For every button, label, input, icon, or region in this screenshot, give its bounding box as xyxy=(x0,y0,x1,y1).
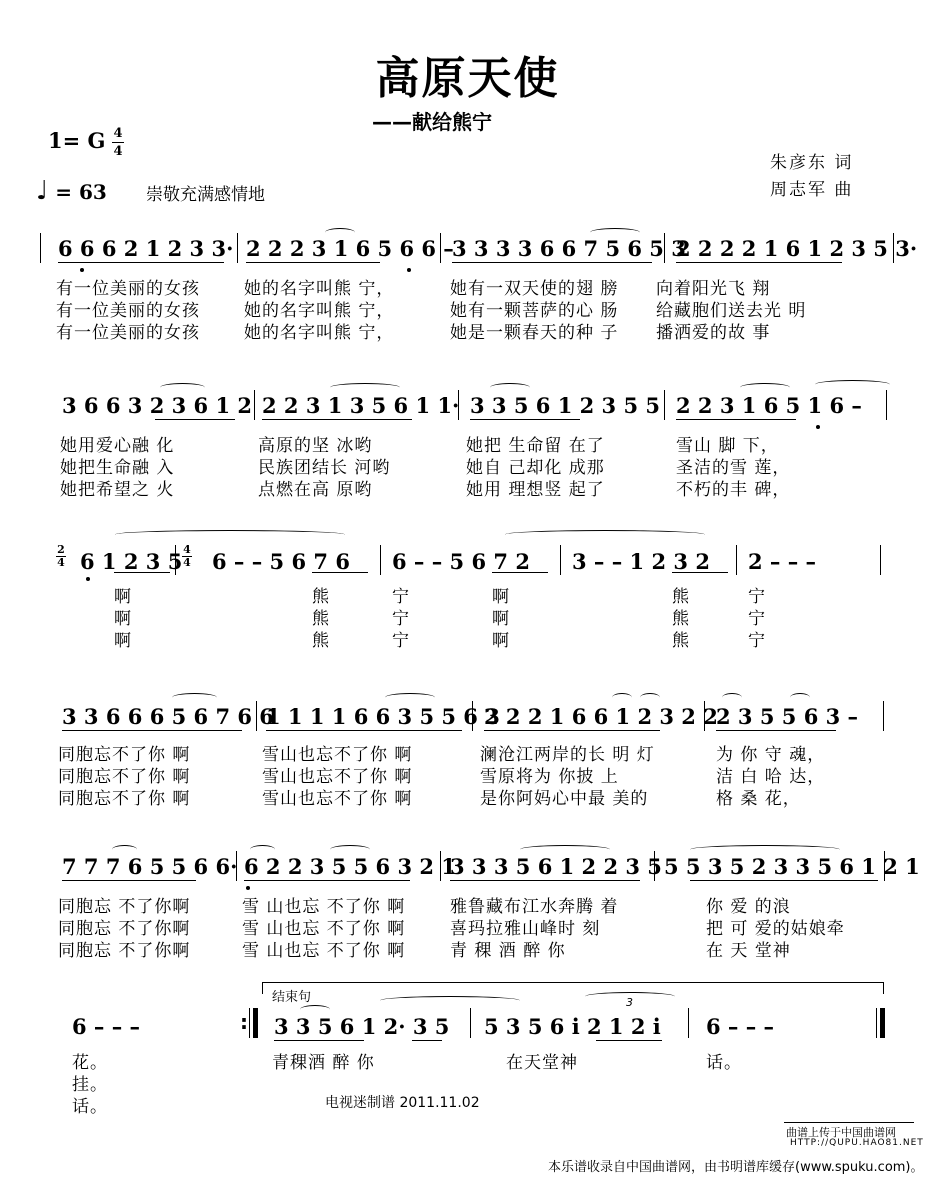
upload-notice: 曲谱上传于中国曲谱网 xyxy=(786,1126,896,1139)
lyric-2-v3-m2: 点燃在高 原哟 xyxy=(258,480,373,500)
measure-5-2: 6 2 2 3 5 5 6 3 2 1 xyxy=(244,854,456,879)
tempo-value: = 63 xyxy=(55,180,107,204)
lyric-3-v1-n2: 宁 xyxy=(748,587,766,607)
lyric-4-v1-m3: 澜沧江两岸的长 明 灯 xyxy=(480,745,655,765)
lyric-2-v2-m2: 民族团结长 河哟 xyxy=(258,458,391,478)
ending-label: 结束句 xyxy=(272,990,312,1005)
measure-3-2: 6 – – 5 6 7 6 xyxy=(212,549,350,574)
lyric-6-v1-m4: 话。 xyxy=(706,1053,742,1073)
lyric-4-v3-m3: 是你阿妈心中最 美的 xyxy=(480,789,649,809)
lyric-3-v3-x2: 熊 xyxy=(672,631,690,651)
measure-6-3: 5 3 5 6 i 2 1 2 i xyxy=(484,1014,661,1039)
lyric-4-v1-m2: 雪山也忘不了你 啊 xyxy=(262,745,413,765)
lyric-5-v3-m2: 雪 山也忘 不了你 啊 xyxy=(242,941,406,961)
expression-marking: 崇敬充满感情地 xyxy=(146,185,265,205)
lyric-5-v1-m1: 同胞忘 不了你啊 xyxy=(58,897,191,917)
lyric-1-v1-m4: 向着阳光飞 翔 xyxy=(656,279,771,299)
lyric-6-v1-m1: 花。 xyxy=(72,1053,108,1073)
lyric-6-v2-m1: 挂。 xyxy=(72,1075,108,1095)
measure-2-4: 2 2 3 1 6 5 1 6 – xyxy=(676,393,862,418)
measure-6-1: 6 – – – xyxy=(72,1014,141,1039)
quarter-note-icon: ♩ xyxy=(36,176,49,206)
measure-2-3: 3 3 5 6 1 2 3 5 5 xyxy=(470,393,660,418)
lyric-4-v2-m4: 洁 白 哈 达， xyxy=(716,767,826,787)
composer-credit: 周志军 曲 xyxy=(770,180,854,200)
repeat-sign: : xyxy=(240,1010,248,1034)
lyric-3-v3-n2: 宁 xyxy=(748,631,766,651)
lyric-5-v3-m4: 在 天 堂神 xyxy=(706,941,791,961)
time-signature xyxy=(112,126,124,159)
lyric-4-v2-m2: 雪山也忘不了你 啊 xyxy=(262,767,413,787)
lyric-1-v1-m3: 她有一双天使的翅 膀 xyxy=(450,279,619,299)
lyric-5-v2-m3: 喜玛拉雅山峰时 刻 xyxy=(450,919,601,939)
lyric-1-v2-m4: 给藏胞们送去光 明 xyxy=(656,301,807,321)
lyric-2-v3-m4: 不朽的丰 碑， xyxy=(676,480,791,500)
lyric-3-v1-a2: 啊 xyxy=(492,587,510,607)
time-signature-bottom: 4 xyxy=(113,144,123,159)
lyric-2-v1-m2: 高原的坚 冰哟 xyxy=(258,436,373,456)
measure-3-4: 3 – – 1 2 3 2 xyxy=(572,549,710,574)
lyric-4-v2-m1: 同胞忘不了你 啊 xyxy=(58,767,191,787)
lyric-4-v1-m1: 同胞忘不了你 啊 xyxy=(58,745,191,765)
source-notice: 本乐谱收录自中国曲谱网，由书明谱库缓存(www.spuku.com)。 xyxy=(548,1160,924,1175)
measure-3-3: 6 – – 5 6 7 2 xyxy=(392,549,530,574)
lyric-2-v2-m3: 她自 己却化 成那 xyxy=(466,458,605,478)
lyric-2-v2-m1: 她把生命融 入 xyxy=(60,458,175,478)
time-4-4-bottom: 4 xyxy=(183,556,191,569)
measure-4-2: 1 1 1 1 6 6 3 5 5 6 3 xyxy=(266,704,500,729)
lyric-2-v1-m3: 她把 生命留 在了 xyxy=(466,436,605,456)
measure-4-1: 3 3 6 6 6 5 6 7 6 6 xyxy=(62,704,274,729)
measure-4-3: 2 2 2 1 6 6 1 2 3 2 2 xyxy=(484,704,718,729)
lyric-3-v2-x1: 熊 xyxy=(312,609,330,629)
lyric-3-v3-n1: 宁 xyxy=(392,631,410,651)
lyric-5-v2-m2: 雪 山也忘 不了你 啊 xyxy=(242,919,406,939)
song-subtitle: ——献给熊宁 xyxy=(372,110,492,134)
triplet-mark: 3 xyxy=(626,996,633,1009)
measure-2-1: 3 6 6 3 2 3 6 1 2 xyxy=(62,393,252,418)
lyric-5-v1-m3: 雅鲁藏布江水奔腾 着 xyxy=(450,897,619,917)
lyric-1-v1-m1: 有一位美丽的女孩 xyxy=(56,279,200,299)
lyric-4-v3-m2: 雪山也忘不了你 啊 xyxy=(262,789,413,809)
lyric-4-v2-m3: 雪原将为 你披 上 xyxy=(480,767,619,787)
measure-5-1: 7 7 7 6 5 5 6 6· xyxy=(62,854,238,879)
lyric-1-v2-m2: 她的名字叫熊 宁， xyxy=(244,301,395,321)
lyric-3-v1-x1: 熊 xyxy=(312,587,330,607)
lyric-3-v2-n2: 宁 xyxy=(748,609,766,629)
lyric-3-v2-a2: 啊 xyxy=(492,609,510,629)
lyric-2-v3-m3: 她用 理想竖 起了 xyxy=(466,480,605,500)
measure-3-5: 2 – – – xyxy=(748,549,817,574)
lyric-3-v1-n1: 宁 xyxy=(392,587,410,607)
lyric-5-v2-m1: 同胞忘 不了你啊 xyxy=(58,919,191,939)
lyric-1-v3-m2: 她的名字叫熊 宁， xyxy=(244,323,395,343)
measure-1-3: 3 3 3 3 6 6 7 5 6 5 3 xyxy=(452,236,686,261)
measure-1-2: 2 2 2 3 1 6 5 6 6 – xyxy=(246,236,454,261)
lyric-1-v2-m1: 有一位美丽的女孩 xyxy=(56,301,200,321)
measure-5-3: 3 3 3 5 6 1 2 2 3 5 xyxy=(450,854,662,879)
lyric-3-v2-x2: 熊 xyxy=(672,609,690,629)
measure-6-2: 3 3 5 6 1 2· 3 5 xyxy=(274,1014,450,1039)
lyric-2-v1-m4: 雪山 脚 下， xyxy=(676,436,779,456)
lyric-3-v3-a1: 啊 xyxy=(114,631,132,651)
lyric-3-v3-a2: 啊 xyxy=(492,631,510,651)
lyric-5-v3-m1: 同胞忘 不了你啊 xyxy=(58,941,191,961)
lyric-1-v3-m1: 有一位美丽的女孩 xyxy=(56,323,200,343)
lyric-3-v1-x2: 熊 xyxy=(672,587,690,607)
song-title: 高原天使 xyxy=(375,53,560,104)
lyric-3-v2-n1: 宁 xyxy=(392,609,410,629)
time-2-4-top: 2 xyxy=(57,543,65,556)
tempo-marking xyxy=(36,176,107,206)
lyric-5-v1-m2: 雪 山也忘 不了你 啊 xyxy=(242,897,406,917)
lyric-5-v3-m3: 青 稞 酒 醉 你 xyxy=(450,941,566,961)
lyric-5-v2-m4: 把 可 爱的姑娘牵 xyxy=(706,919,845,939)
measure-4-4: 2 3 5 5 6 3 – xyxy=(716,704,859,729)
lyric-3-v1-a1: 啊 xyxy=(114,587,132,607)
measure-1-1: 6 6 6 2 1 2 3 3· xyxy=(58,236,234,261)
lyric-1-v1-m2: 她的名字叫熊 宁， xyxy=(244,279,395,299)
lyric-5-v1-m4: 你 爱 的浪 xyxy=(706,897,791,917)
lyric-4-v3-m4: 格 桑 花， xyxy=(716,789,801,809)
measure-1-4: 2 2 2 2 1 6 1 2 3 5 3· xyxy=(676,236,918,261)
lyric-6-v1-m3: 在天堂神 xyxy=(506,1053,578,1073)
lyric-1-v3-m3: 她是一颗春天的种 子 xyxy=(450,323,619,343)
time-signature-top: 4 xyxy=(113,126,123,141)
time-4-4-top: 4 xyxy=(183,543,191,556)
measure-5-4: 5 5 3 5 2 3 3 5 6 1 2 1 xyxy=(664,854,920,879)
lyric-2-v3-m1: 她把希望之 火 xyxy=(60,480,175,500)
lyricist-credit: 朱彦东 词 xyxy=(770,153,854,173)
lyric-6-v1-m2: 青稞酒 醉 你 xyxy=(272,1053,375,1073)
lyric-1-v3-m4: 播洒爱的故 事 xyxy=(656,323,771,343)
lyric-4-v1-m4: 为 你 守 魂， xyxy=(716,745,826,765)
lyric-3-v3-x1: 熊 xyxy=(312,631,330,651)
lyric-4-v3-m1: 同胞忘不了你 啊 xyxy=(58,789,191,809)
key-signature: 1= G xyxy=(48,128,106,153)
lyric-3-v2-a1: 啊 xyxy=(114,609,132,629)
measure-3-1: 6 1 2 3 5 xyxy=(80,549,183,574)
lyric-2-v2-m4: 圣洁的雪 莲， xyxy=(676,458,791,478)
lyric-1-v2-m3: 她有一颗菩萨的心 肠 xyxy=(450,301,619,321)
measure-2-2: 2 2 3 1 3 5 6 1 1· xyxy=(262,393,460,418)
time-2-4-bottom: 4 xyxy=(57,556,65,569)
lyric-2-v1-m1: 她用爱心融 化 xyxy=(60,436,175,456)
transcriber-credit: 电视迷制谱 2011.11.02 xyxy=(325,1095,480,1111)
measure-6-4: 6 – – – xyxy=(706,1014,775,1039)
site-url: HTTP://QUPU.HAO81.NET xyxy=(790,1138,924,1148)
lyric-6-v3-m1: 话。 xyxy=(72,1097,108,1117)
time-signature-2-4 xyxy=(56,544,66,569)
time-signature-4-4 xyxy=(182,544,192,569)
